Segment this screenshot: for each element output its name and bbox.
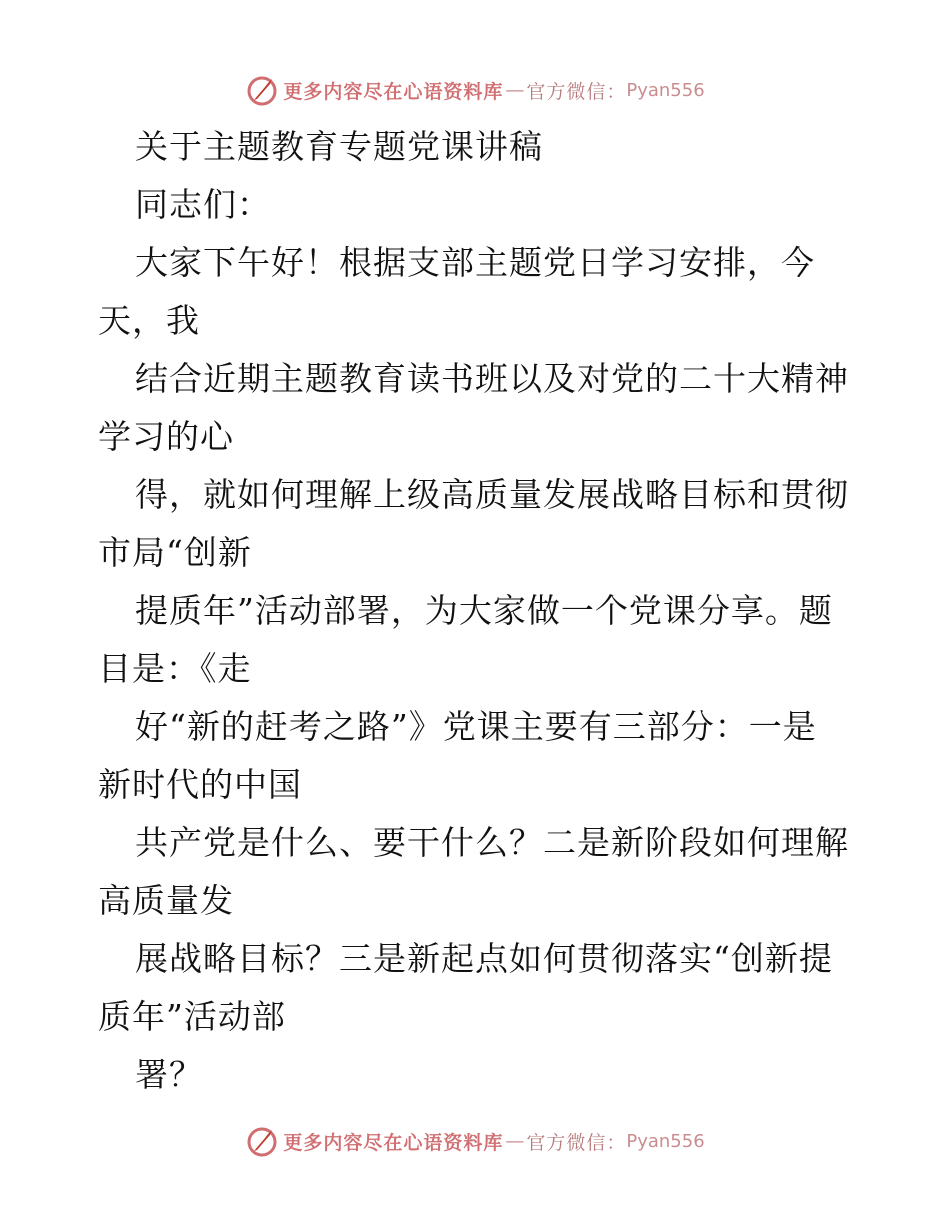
feather-pen-logo-icon (245, 1124, 279, 1158)
text-line: 好“新的赶考之路”》党课主要有三部分：一是 (135, 707, 817, 746)
watermark-main-text: 更多内容尽在心语资料库 (283, 1131, 504, 1154)
text-line: 高质量发 (98, 881, 234, 920)
watermark-wechat-label: 官方微信： (526, 1131, 627, 1154)
text-line: 结合近期主题教育读书班以及对党的二十大精神 (135, 359, 849, 398)
document-body (98, 118, 868, 1104)
text-line: 新时代的中国 (98, 765, 302, 804)
watermark-dash: — (505, 1130, 525, 1152)
document-title: 关于主题教育专题党课讲稿 (135, 127, 543, 166)
text-line: 大家下午好！根据支部主题党日学习安排，今 (135, 243, 815, 282)
text-line: 提质年”活动部署，为大家做一个党课分享。题 (135, 591, 833, 630)
text-line: 学习的心 (98, 417, 234, 456)
text-line: 市局“创新 (98, 533, 252, 572)
text-line: 目是：《走 (98, 649, 252, 688)
text-line: 署？ (135, 1055, 203, 1094)
text-line: 展战略目标？三是新起点如何贯彻落实“创新提 (135, 939, 833, 978)
watermark-wechat-id: Pyan556 (626, 1130, 705, 1152)
watermark-wechat-id: Pyan556 (626, 79, 705, 101)
watermark-dash: — (505, 79, 525, 101)
watermark-main-text: 更多内容尽在心语资料库 (283, 80, 504, 103)
footer-watermark (0, 1121, 950, 1161)
text-line: 共产党是什么、要干什么？二是新阶段如何理解 (135, 823, 849, 862)
text-line: 得，就如何理解上级高质量发展战略目标和贯彻 (135, 475, 849, 514)
text-line: 天，我 (98, 301, 200, 340)
watermark-wechat-label: 官方微信： (526, 80, 627, 103)
salutation: 同志们： (135, 185, 271, 224)
feather-pen-logo-icon (245, 73, 279, 107)
header-watermark (0, 70, 950, 110)
text-line: 质年”活动部 (98, 997, 286, 1036)
